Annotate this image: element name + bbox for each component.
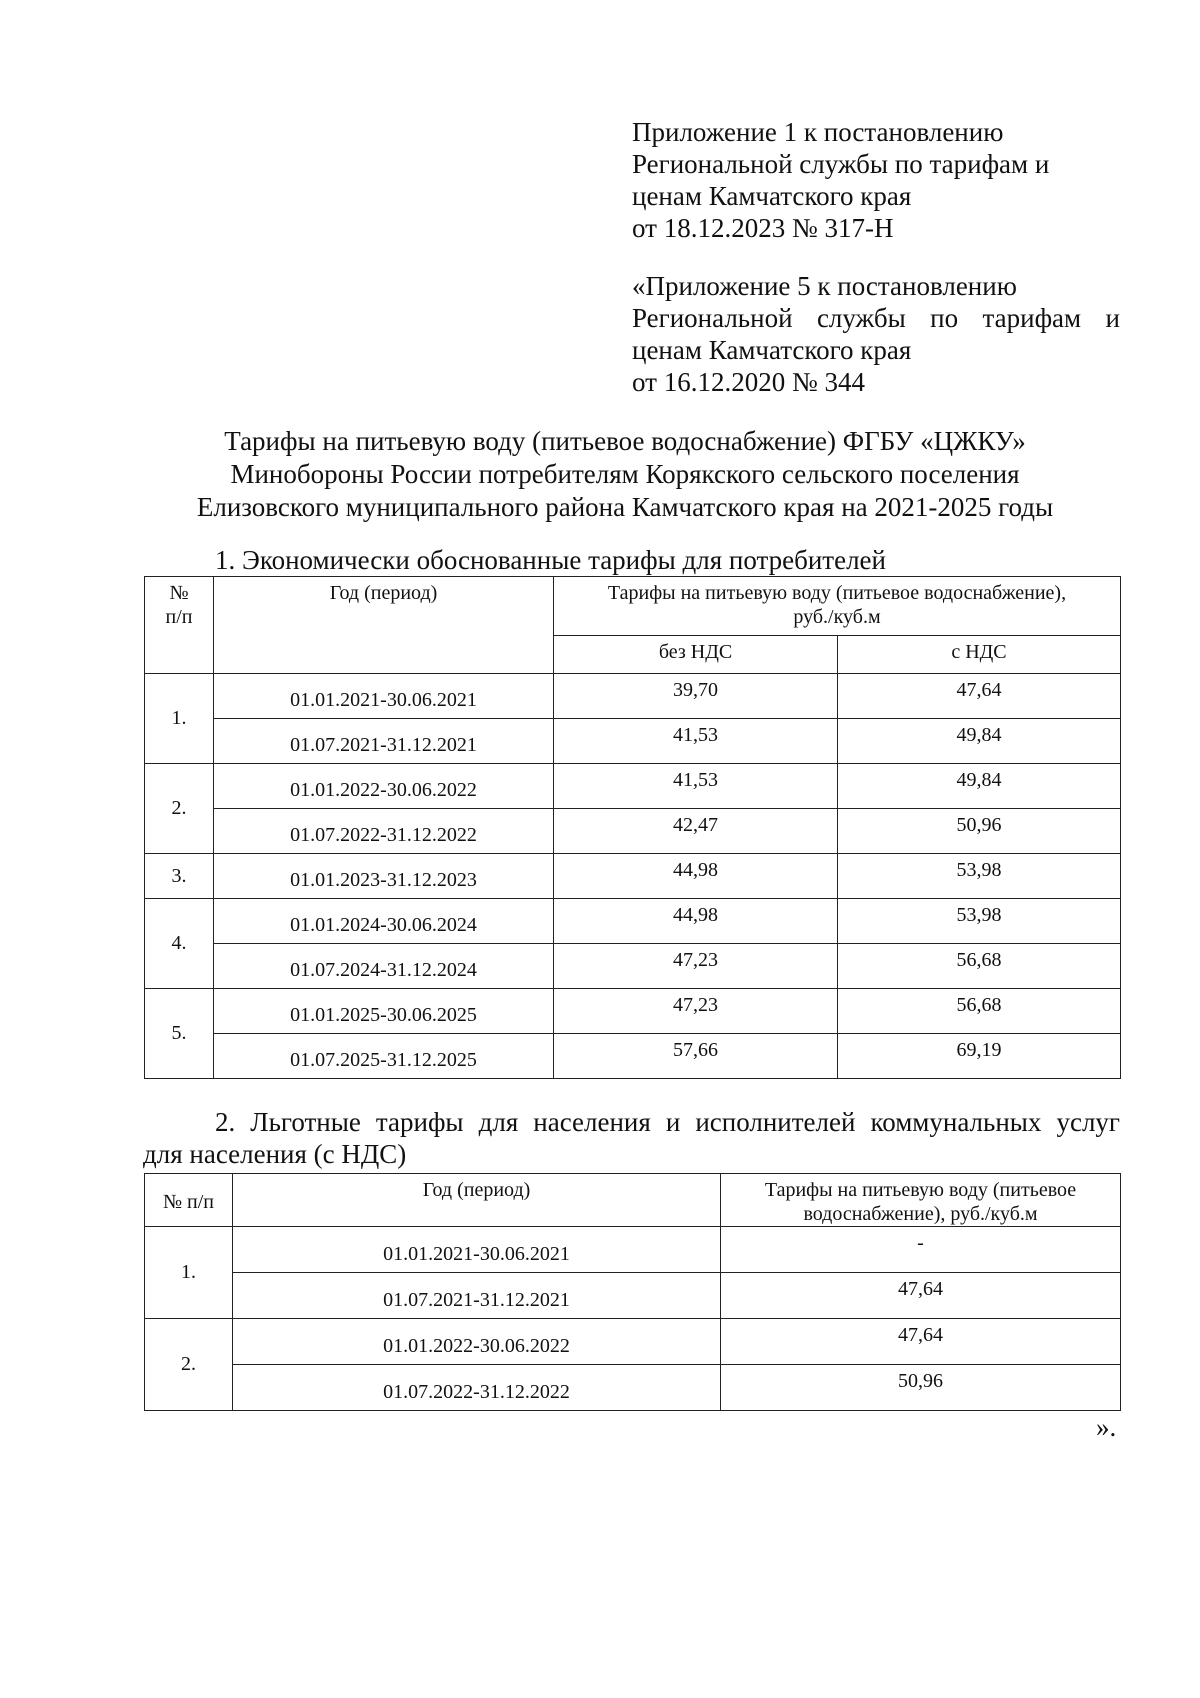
row-tariff-vat: 50,96 <box>838 809 1121 854</box>
row-period: 01.07.2025-31.12.2025 <box>214 1034 554 1079</box>
row-tariff-vat: 49,84 <box>838 719 1121 764</box>
economic-tariffs-body <box>145 674 1121 1079</box>
section-2-heading-line-2: для населения (с НДС) <box>143 1139 407 1169</box>
row-tariff-no-vat: 41,53 <box>554 764 838 809</box>
appendix-5-line-3: ценам Камчатского края <box>632 335 912 365</box>
appendix-1-line-3: ценам Камчатского края <box>632 181 912 211</box>
row-tariff-no-vat: 39,70 <box>554 674 838 719</box>
header-tariff <box>721 1174 1121 1227</box>
row-period: 01.07.2022-31.12.2022 <box>233 1365 721 1411</box>
header-vat: с НДС <box>838 636 1121 674</box>
row-period: 01.01.2024-30.06.2024 <box>214 899 554 944</box>
table-row <box>145 1319 1121 1365</box>
table-row <box>145 674 1121 719</box>
row-tariff-no-vat: 42,47 <box>554 809 838 854</box>
row-period: 01.07.2024-31.12.2024 <box>214 944 554 989</box>
row-period: 01.07.2021-31.12.2021 <box>233 1273 721 1319</box>
header-no-vat: без НДС <box>554 636 838 674</box>
header-num <box>145 577 214 674</box>
table-row <box>145 899 1121 944</box>
document-title <box>130 425 1120 524</box>
row-period: 01.01.2025-30.06.2025 <box>214 989 554 1034</box>
header-num-text: № п/п <box>165 582 193 628</box>
header-num: № п/п <box>145 1174 233 1227</box>
row-tariff-value: 47,64 <box>721 1319 1121 1365</box>
appendix-1-line-1: Приложение 1 к постановлению <box>632 117 1004 147</box>
table-row <box>145 1227 1121 1273</box>
header-tariff <box>554 577 1121 636</box>
table-row <box>145 944 1121 989</box>
row-tariff-value: 50,96 <box>721 1365 1121 1411</box>
row-period: 01.01.2022-30.06.2022 <box>233 1319 721 1365</box>
table-row <box>145 809 1121 854</box>
header-tariff-text: Тарифы на питьевую воду (питьевое водоснабжение), руб./куб.м <box>764 1179 1077 1225</box>
row-tariff-no-vat: 47,23 <box>554 944 838 989</box>
table-row <box>145 719 1121 764</box>
row-period: 01.07.2021-31.12.2021 <box>214 719 554 764</box>
appendix-5-line-1: «Приложение 5 к постановлению <box>632 271 1017 301</box>
title-line-2: Минобороны России потребителям Корякского сельского поселения <box>230 459 1020 489</box>
row-period: 01.07.2022-31.12.2022 <box>214 809 554 854</box>
row-number: 2. <box>145 764 214 854</box>
row-tariff-vat: 53,98 <box>838 899 1121 944</box>
row-tariff-no-vat: 41,53 <box>554 719 838 764</box>
header-period: Год (период) <box>233 1174 721 1227</box>
row-tariff-no-vat: 57,66 <box>554 1034 838 1079</box>
row-tariff-value: - <box>721 1227 1121 1273</box>
row-number: 5. <box>145 989 214 1079</box>
table-row <box>145 1273 1121 1319</box>
row-tariff-value: 47,64 <box>721 1273 1121 1319</box>
appendix-5-reference <box>632 270 1120 398</box>
title-line-1: Тарифы на питьевую воду (питьевое водоснабжение) ФГБУ «ЦЖКУ» <box>224 426 1026 456</box>
table-row <box>145 764 1121 809</box>
row-tariff-no-vat: 47,23 <box>554 989 838 1034</box>
section-1-heading: 1. Экономически обоснованные тарифы для потребителей <box>215 545 886 575</box>
row-tariff-vat: 56,68 <box>838 989 1121 1034</box>
preferential-tariffs-table <box>144 1173 1121 1411</box>
appendix-1-line-4: от 18.12.2023 № 317-Н <box>632 213 894 243</box>
header-tariff-text: Тарифы на питьевую воду (питьевое водоснабжение), руб./куб.м <box>607 582 1067 628</box>
row-tariff-vat: 69,19 <box>838 1034 1121 1079</box>
row-tariff-no-vat: 44,98 <box>554 899 838 944</box>
title-line-3: Елизовского муниципального района Камчатского края на 2021-2025 годы <box>196 492 1054 522</box>
appendix-5-line-4: от 16.12.2020 № 344 <box>632 367 865 397</box>
row-tariff-vat: 56,68 <box>838 944 1121 989</box>
table-row <box>145 1034 1121 1079</box>
appendix-1-line-2: Региональной службы по тарифам и <box>632 149 1050 179</box>
section-2-heading-line-1: 2. Льготные тарифы для населения и исполнителей коммунальных услуг <box>215 1107 1120 1137</box>
row-period: 01.01.2023-31.12.2023 <box>214 854 554 899</box>
table-row <box>145 854 1121 899</box>
appendix-1-reference <box>632 116 1120 244</box>
row-tariff-vat: 49,84 <box>838 764 1121 809</box>
row-number: 2. <box>145 1319 233 1411</box>
row-period: 01.01.2021-30.06.2021 <box>214 674 554 719</box>
economic-tariffs-table <box>144 576 1121 1079</box>
table-row <box>145 989 1121 1034</box>
row-number: 3. <box>145 854 214 899</box>
row-period: 01.01.2022-30.06.2022 <box>214 764 554 809</box>
row-tariff-vat: 53,98 <box>838 854 1121 899</box>
row-number: 1. <box>145 674 214 764</box>
row-number: 1. <box>145 1227 233 1319</box>
table-row <box>145 1365 1121 1411</box>
row-number: 4. <box>145 899 214 989</box>
row-tariff-vat: 47,64 <box>838 674 1121 719</box>
row-period: 01.01.2021-30.06.2021 <box>233 1227 721 1273</box>
section-2-heading <box>143 1106 1120 1170</box>
closing-quote-mark: ». <box>1096 1412 1117 1442</box>
preferential-tariffs-body <box>145 1227 1121 1411</box>
row-tariff-no-vat: 44,98 <box>554 854 838 899</box>
header-period: Год (период) <box>214 577 554 674</box>
appendix-5-line-2: Региональной службы по тарифам и <box>632 303 1120 333</box>
